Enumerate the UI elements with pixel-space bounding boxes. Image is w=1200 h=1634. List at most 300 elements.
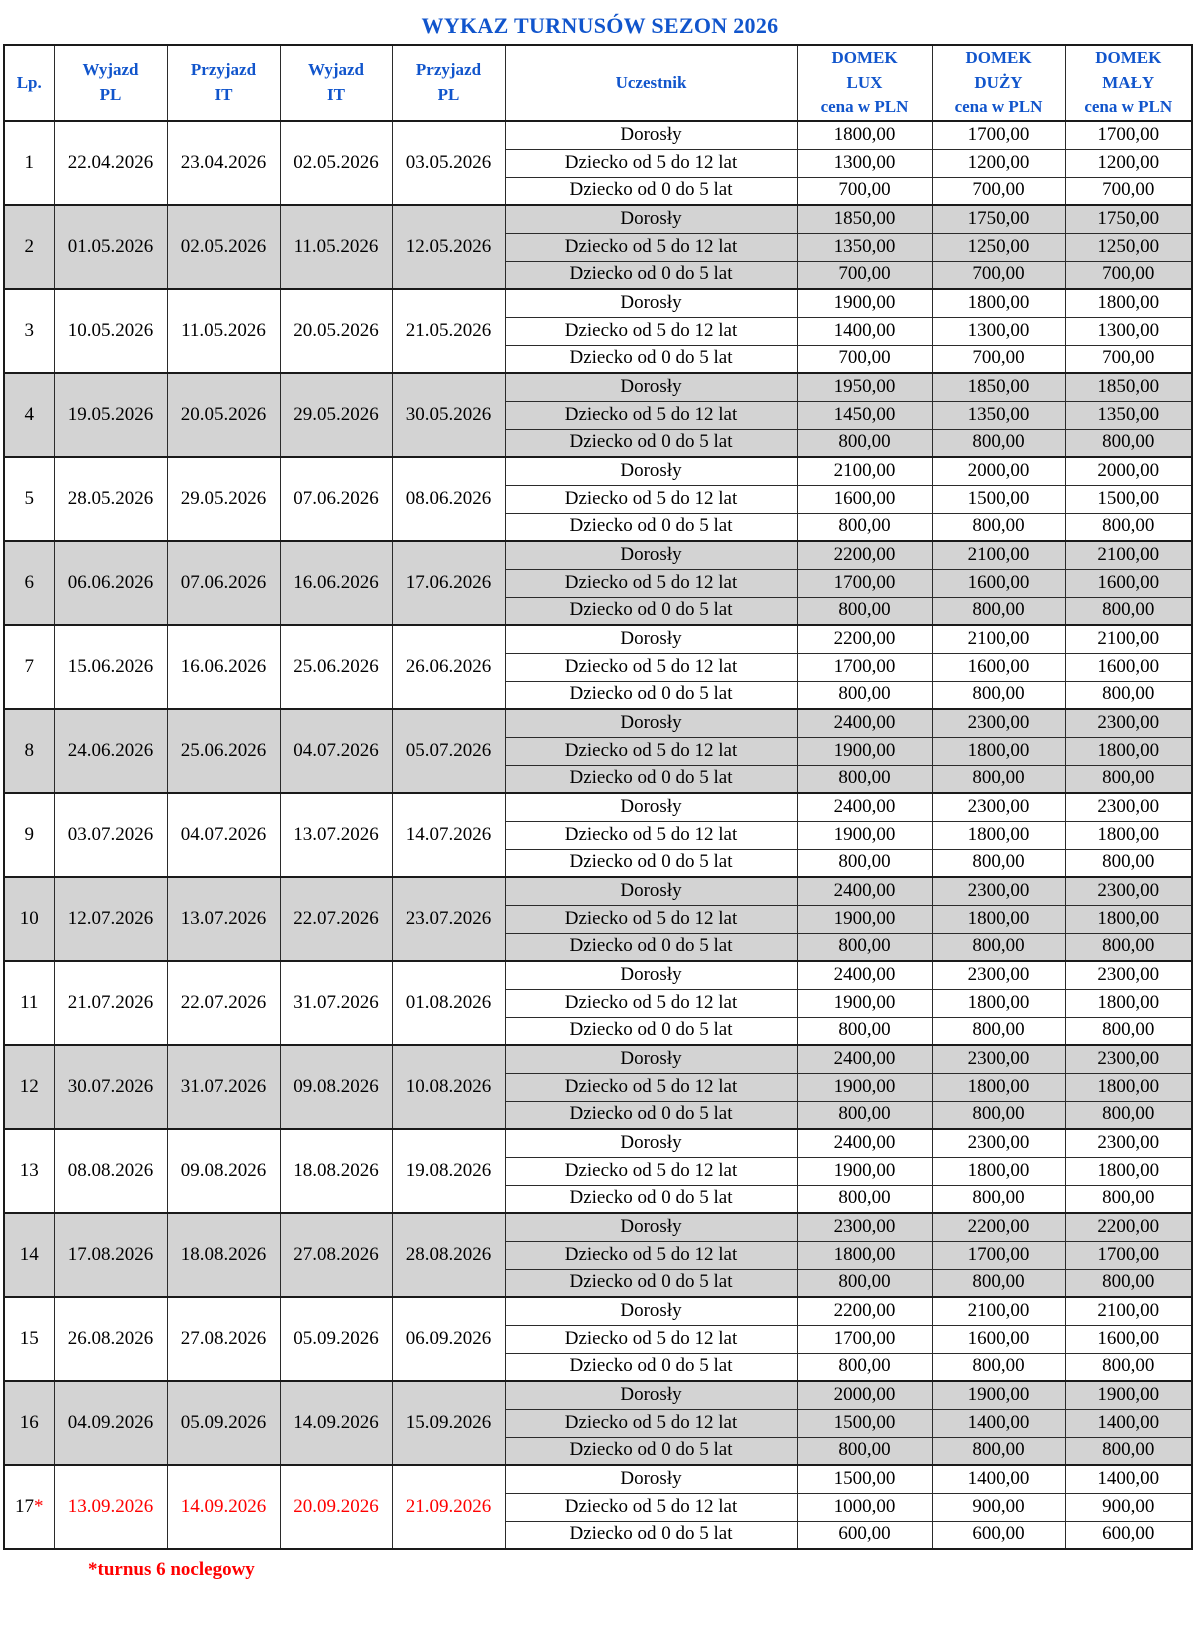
lp-cell: 2 bbox=[4, 205, 54, 289]
turnus-17-subrow bbox=[4, 1465, 1192, 1493]
participant-cell: Dorosły bbox=[505, 1129, 797, 1157]
wyjazd-pl-date-cell: 13.09.2026 bbox=[54, 1465, 167, 1549]
lp-cell: 12 bbox=[4, 1045, 54, 1129]
turnus-4-subrow bbox=[4, 373, 1192, 401]
price-domek-maly-cell: 2300,00 bbox=[1065, 1045, 1192, 1073]
participant-cell: Dorosły bbox=[505, 793, 797, 821]
lp-cell: 1 bbox=[4, 121, 54, 205]
wyjazd-it-date-cell: 14.09.2026 bbox=[280, 1381, 392, 1465]
price-domek-duzy-cell: 1400,00 bbox=[932, 1465, 1065, 1493]
price-domek-maly-cell: 800,00 bbox=[1065, 849, 1192, 877]
price-domek-maly-cell: 800,00 bbox=[1065, 765, 1192, 793]
price-domek-lux-cell: 1800,00 bbox=[797, 1241, 932, 1269]
wyjazd-it-date-cell: 13.07.2026 bbox=[280, 793, 392, 877]
przyjazd-pl-date-cell: 05.07.2026 bbox=[392, 709, 505, 793]
wyjazd-it-date-cell: 18.08.2026 bbox=[280, 1129, 392, 1213]
price-domek-lux-cell: 1850,00 bbox=[797, 205, 932, 233]
price-domek-lux-cell: 2400,00 bbox=[797, 709, 932, 737]
price-domek-duzy-cell: 1600,00 bbox=[932, 653, 1065, 681]
price-domek-maly-cell: 1300,00 bbox=[1065, 317, 1192, 345]
wyjazd-pl-date-cell: 03.07.2026 bbox=[54, 793, 167, 877]
wyjazd-it-date-cell: 02.05.2026 bbox=[280, 121, 392, 205]
participant-cell: Dziecko od 5 do 12 lat bbox=[505, 1493, 797, 1521]
price-domek-duzy-cell: 800,00 bbox=[932, 1353, 1065, 1381]
participant-cell: Dziecko od 0 do 5 lat bbox=[505, 177, 797, 205]
price-domek-maly-cell: 1750,00 bbox=[1065, 205, 1192, 233]
price-domek-lux-cell: 1500,00 bbox=[797, 1409, 932, 1437]
price-domek-lux-cell: 1900,00 bbox=[797, 905, 932, 933]
page-title: WYKAZ TURNUSÓW SEZON 2026 bbox=[421, 13, 779, 38]
price-domek-maly-cell: 800,00 bbox=[1065, 933, 1192, 961]
przyjazd-it-date-cell: 11.05.2026 bbox=[167, 289, 280, 373]
price-domek-lux-cell: 2200,00 bbox=[797, 1297, 932, 1325]
col-header-wyjazd-pl: Wyjazd PL bbox=[54, 45, 167, 121]
price-domek-maly-cell: 800,00 bbox=[1065, 1437, 1192, 1465]
price-domek-lux-cell: 800,00 bbox=[797, 513, 932, 541]
przyjazd-it-date-cell: 13.07.2026 bbox=[167, 877, 280, 961]
price-domek-duzy-cell: 800,00 bbox=[932, 513, 1065, 541]
price-domek-lux-cell: 700,00 bbox=[797, 345, 932, 373]
price-domek-maly-cell: 2000,00 bbox=[1065, 457, 1192, 485]
price-domek-maly-cell: 800,00 bbox=[1065, 429, 1192, 457]
participant-cell: Dorosły bbox=[505, 1465, 797, 1493]
price-domek-duzy-cell: 1850,00 bbox=[932, 373, 1065, 401]
participant-cell: Dorosły bbox=[505, 961, 797, 989]
przyjazd-pl-date-cell: 28.08.2026 bbox=[392, 1213, 505, 1297]
turnus-5-subrow bbox=[4, 457, 1192, 485]
lp-cell: 5 bbox=[4, 457, 54, 541]
price-domek-maly-cell: 700,00 bbox=[1065, 345, 1192, 373]
przyjazd-it-date-cell: 16.06.2026 bbox=[167, 625, 280, 709]
lp-cell: 9 bbox=[4, 793, 54, 877]
participant-cell: Dorosły bbox=[505, 1213, 797, 1241]
price-domek-lux-cell: 2400,00 bbox=[797, 1045, 932, 1073]
price-domek-duzy-cell: 1800,00 bbox=[932, 821, 1065, 849]
przyjazd-it-date-cell: 29.05.2026 bbox=[167, 457, 280, 541]
price-domek-maly-cell: 1500,00 bbox=[1065, 485, 1192, 513]
price-domek-lux-cell: 1300,00 bbox=[797, 149, 932, 177]
price-domek-maly-cell: 800,00 bbox=[1065, 681, 1192, 709]
wyjazd-pl-date-cell: 26.08.2026 bbox=[54, 1297, 167, 1381]
wyjazd-pl-date-cell: 01.05.2026 bbox=[54, 205, 167, 289]
price-domek-duzy-cell: 1700,00 bbox=[932, 1241, 1065, 1269]
przyjazd-pl-date-cell: 15.09.2026 bbox=[392, 1381, 505, 1465]
participant-cell: Dziecko od 5 do 12 lat bbox=[505, 485, 797, 513]
price-domek-duzy-cell: 1800,00 bbox=[932, 989, 1065, 1017]
price-domek-lux-cell: 1900,00 bbox=[797, 821, 932, 849]
participant-cell: Dorosły bbox=[505, 289, 797, 317]
price-domek-lux-cell: 1600,00 bbox=[797, 485, 932, 513]
price-domek-duzy-cell: 800,00 bbox=[932, 1269, 1065, 1297]
price-domek-duzy-cell: 1900,00 bbox=[932, 1381, 1065, 1409]
price-domek-duzy-cell: 800,00 bbox=[932, 765, 1065, 793]
participant-cell: Dorosły bbox=[505, 457, 797, 485]
lp-cell: 6 bbox=[4, 541, 54, 625]
price-domek-lux-cell: 1950,00 bbox=[797, 373, 932, 401]
price-domek-lux-cell: 800,00 bbox=[797, 1185, 932, 1213]
lp-cell: 4 bbox=[4, 373, 54, 457]
price-domek-maly-cell: 800,00 bbox=[1065, 1353, 1192, 1381]
price-domek-duzy-cell: 2300,00 bbox=[932, 793, 1065, 821]
price-domek-duzy-cell: 800,00 bbox=[932, 681, 1065, 709]
price-domek-maly-cell: 600,00 bbox=[1065, 1521, 1192, 1549]
lp-cell: 10 bbox=[4, 877, 54, 961]
przyjazd-it-date-cell: 04.07.2026 bbox=[167, 793, 280, 877]
price-domek-lux-cell: 1900,00 bbox=[797, 1073, 932, 1101]
price-domek-duzy-cell: 1200,00 bbox=[932, 149, 1065, 177]
przyjazd-it-date-cell: 18.08.2026 bbox=[167, 1213, 280, 1297]
price-domek-maly-cell: 1800,00 bbox=[1065, 737, 1192, 765]
lp-cell: 3 bbox=[4, 289, 54, 373]
price-domek-maly-cell: 800,00 bbox=[1065, 1185, 1192, 1213]
price-domek-duzy-cell: 700,00 bbox=[932, 345, 1065, 373]
price-domek-duzy-cell: 1800,00 bbox=[932, 289, 1065, 317]
price-domek-duzy-cell: 1600,00 bbox=[932, 1325, 1065, 1353]
price-domek-lux-cell: 700,00 bbox=[797, 177, 932, 205]
participant-cell: Dziecko od 5 do 12 lat bbox=[505, 989, 797, 1017]
przyjazd-it-date-cell: 25.06.2026 bbox=[167, 709, 280, 793]
price-domek-duzy-cell: 2300,00 bbox=[932, 961, 1065, 989]
przyjazd-pl-date-cell: 30.05.2026 bbox=[392, 373, 505, 457]
price-domek-lux-cell: 1700,00 bbox=[797, 1325, 932, 1353]
participant-cell: Dorosły bbox=[505, 1297, 797, 1325]
przyjazd-pl-date-cell: 01.08.2026 bbox=[392, 961, 505, 1045]
participant-cell: Dziecko od 0 do 5 lat bbox=[505, 513, 797, 541]
turnus-11-subrow bbox=[4, 961, 1192, 989]
participant-cell: Dziecko od 5 do 12 lat bbox=[505, 149, 797, 177]
price-domek-maly-cell: 1250,00 bbox=[1065, 233, 1192, 261]
price-domek-maly-cell: 1800,00 bbox=[1065, 289, 1192, 317]
header-row bbox=[4, 45, 1192, 121]
price-domek-duzy-cell: 700,00 bbox=[932, 261, 1065, 289]
wyjazd-it-date-cell: 20.09.2026 bbox=[280, 1465, 392, 1549]
turnus-10-subrow bbox=[4, 877, 1192, 905]
price-domek-lux-cell: 800,00 bbox=[797, 597, 932, 625]
price-domek-duzy-cell: 2100,00 bbox=[932, 541, 1065, 569]
price-domek-maly-cell: 2300,00 bbox=[1065, 1129, 1192, 1157]
przyjazd-it-date-cell: 09.08.2026 bbox=[167, 1129, 280, 1213]
price-domek-maly-cell: 800,00 bbox=[1065, 513, 1192, 541]
price-domek-maly-cell: 2300,00 bbox=[1065, 709, 1192, 737]
turnus-12-subrow bbox=[4, 1045, 1192, 1073]
turnus-16-subrow bbox=[4, 1381, 1192, 1409]
wyjazd-pl-date-cell: 21.07.2026 bbox=[54, 961, 167, 1045]
turnus-6-subrow bbox=[4, 541, 1192, 569]
price-domek-maly-cell: 1700,00 bbox=[1065, 1241, 1192, 1269]
wyjazd-pl-date-cell: 04.09.2026 bbox=[54, 1381, 167, 1465]
price-domek-lux-cell: 800,00 bbox=[797, 681, 932, 709]
price-domek-lux-cell: 600,00 bbox=[797, 1521, 932, 1549]
price-domek-duzy-cell: 2100,00 bbox=[932, 625, 1065, 653]
participant-cell: Dziecko od 5 do 12 lat bbox=[505, 1325, 797, 1353]
price-domek-lux-cell: 1900,00 bbox=[797, 989, 932, 1017]
przyjazd-pl-date-cell: 17.06.2026 bbox=[392, 541, 505, 625]
turnus-7-subrow bbox=[4, 625, 1192, 653]
price-domek-duzy-cell: 2300,00 bbox=[932, 709, 1065, 737]
price-domek-lux-cell: 1000,00 bbox=[797, 1493, 932, 1521]
price-domek-duzy-cell: 1800,00 bbox=[932, 1157, 1065, 1185]
participant-cell: Dziecko od 5 do 12 lat bbox=[505, 905, 797, 933]
price-domek-duzy-cell: 800,00 bbox=[932, 933, 1065, 961]
participant-cell: Dorosły bbox=[505, 625, 797, 653]
turnus-1-subrow bbox=[4, 121, 1192, 149]
price-domek-maly-cell: 1800,00 bbox=[1065, 989, 1192, 1017]
price-domek-maly-cell: 700,00 bbox=[1065, 177, 1192, 205]
price-domek-duzy-cell: 700,00 bbox=[932, 177, 1065, 205]
participant-cell: Dziecko od 5 do 12 lat bbox=[505, 1241, 797, 1269]
participant-cell: Dorosły bbox=[505, 1045, 797, 1073]
wyjazd-pl-date-cell: 08.08.2026 bbox=[54, 1129, 167, 1213]
turnusy-price-table bbox=[3, 44, 1193, 1550]
wyjazd-pl-date-cell: 19.05.2026 bbox=[54, 373, 167, 457]
lp-cell: 7 bbox=[4, 625, 54, 709]
participant-cell: Dziecko od 5 do 12 lat bbox=[505, 737, 797, 765]
price-domek-duzy-cell: 1800,00 bbox=[932, 737, 1065, 765]
wyjazd-it-date-cell: 04.07.2026 bbox=[280, 709, 392, 793]
lp-cell: 14 bbox=[4, 1213, 54, 1297]
price-domek-duzy-cell: 2100,00 bbox=[932, 1297, 1065, 1325]
col-header-przyjazd-it: Przyjazd IT bbox=[167, 45, 280, 121]
price-domek-lux-cell: 1900,00 bbox=[797, 1157, 932, 1185]
price-domek-lux-cell: 1500,00 bbox=[797, 1465, 932, 1493]
price-domek-lux-cell: 1450,00 bbox=[797, 401, 932, 429]
wyjazd-pl-date-cell: 30.07.2026 bbox=[54, 1045, 167, 1129]
przyjazd-it-date-cell: 02.05.2026 bbox=[167, 205, 280, 289]
participant-cell: Dziecko od 5 do 12 lat bbox=[505, 1409, 797, 1437]
participant-cell: Dziecko od 0 do 5 lat bbox=[505, 849, 797, 877]
price-domek-lux-cell: 800,00 bbox=[797, 1017, 932, 1045]
footnote-asterisk: * bbox=[34, 1495, 44, 1517]
participant-cell: Dziecko od 0 do 5 lat bbox=[505, 1353, 797, 1381]
price-domek-maly-cell: 2300,00 bbox=[1065, 961, 1192, 989]
price-domek-duzy-cell: 1300,00 bbox=[932, 317, 1065, 345]
col-header-lp: Lp. bbox=[4, 45, 54, 121]
wyjazd-pl-date-cell: 06.06.2026 bbox=[54, 541, 167, 625]
przyjazd-it-date-cell: 05.09.2026 bbox=[167, 1381, 280, 1465]
przyjazd-pl-date-cell: 10.08.2026 bbox=[392, 1045, 505, 1129]
price-domek-maly-cell: 1850,00 bbox=[1065, 373, 1192, 401]
wyjazd-it-date-cell: 31.07.2026 bbox=[280, 961, 392, 1045]
przyjazd-pl-date-cell: 21.09.2026 bbox=[392, 1465, 505, 1549]
wyjazd-it-date-cell: 22.07.2026 bbox=[280, 877, 392, 961]
przyjazd-it-date-cell: 22.07.2026 bbox=[167, 961, 280, 1045]
participant-cell: Dziecko od 0 do 5 lat bbox=[505, 1521, 797, 1549]
price-domek-maly-cell: 1400,00 bbox=[1065, 1465, 1192, 1493]
przyjazd-it-date-cell: 20.05.2026 bbox=[167, 373, 280, 457]
wyjazd-pl-date-cell: 15.06.2026 bbox=[54, 625, 167, 709]
przyjazd-pl-date-cell: 26.06.2026 bbox=[392, 625, 505, 709]
price-domek-lux-cell: 700,00 bbox=[797, 261, 932, 289]
price-domek-lux-cell: 1350,00 bbox=[797, 233, 932, 261]
price-domek-lux-cell: 1400,00 bbox=[797, 317, 932, 345]
price-domek-duzy-cell: 1800,00 bbox=[932, 1073, 1065, 1101]
price-domek-lux-cell: 2300,00 bbox=[797, 1213, 932, 1241]
przyjazd-it-date-cell: 07.06.2026 bbox=[167, 541, 280, 625]
participant-cell: Dziecko od 5 do 12 lat bbox=[505, 821, 797, 849]
participant-cell: Dziecko od 0 do 5 lat bbox=[505, 933, 797, 961]
price-domek-lux-cell: 800,00 bbox=[797, 1437, 932, 1465]
participant-cell: Dziecko od 0 do 5 lat bbox=[505, 429, 797, 457]
participant-cell: Dziecko od 5 do 12 lat bbox=[505, 1157, 797, 1185]
wyjazd-pl-date-cell: 28.05.2026 bbox=[54, 457, 167, 541]
price-domek-maly-cell: 2300,00 bbox=[1065, 877, 1192, 905]
wyjazd-it-date-cell: 20.05.2026 bbox=[280, 289, 392, 373]
price-domek-maly-cell: 1800,00 bbox=[1065, 821, 1192, 849]
przyjazd-pl-date-cell: 19.08.2026 bbox=[392, 1129, 505, 1213]
participant-cell: Dziecko od 5 do 12 lat bbox=[505, 317, 797, 345]
price-domek-maly-cell: 1600,00 bbox=[1065, 653, 1192, 681]
price-domek-duzy-cell: 2300,00 bbox=[932, 1129, 1065, 1157]
price-domek-maly-cell: 800,00 bbox=[1065, 1269, 1192, 1297]
participant-cell: Dorosły bbox=[505, 541, 797, 569]
price-domek-lux-cell: 800,00 bbox=[797, 1101, 932, 1129]
price-domek-lux-cell: 2100,00 bbox=[797, 457, 932, 485]
price-domek-duzy-cell: 800,00 bbox=[932, 1017, 1065, 1045]
price-domek-duzy-cell: 2200,00 bbox=[932, 1213, 1065, 1241]
price-domek-maly-cell: 800,00 bbox=[1065, 597, 1192, 625]
col-header-domek-lux: DOMEK LUX cena w PLN bbox=[797, 45, 932, 121]
turnus-15-subrow bbox=[4, 1297, 1192, 1325]
price-domek-lux-cell: 2200,00 bbox=[797, 625, 932, 653]
table-head bbox=[4, 45, 1192, 121]
participant-cell: Dorosły bbox=[505, 1381, 797, 1409]
price-domek-duzy-cell: 1600,00 bbox=[932, 569, 1065, 597]
participant-cell: Dziecko od 5 do 12 lat bbox=[505, 233, 797, 261]
col-header-domek-duzy: DOMEK DUŻY cena w PLN bbox=[932, 45, 1065, 121]
wyjazd-it-date-cell: 11.05.2026 bbox=[280, 205, 392, 289]
przyjazd-pl-date-cell: 08.06.2026 bbox=[392, 457, 505, 541]
price-domek-maly-cell: 1400,00 bbox=[1065, 1409, 1192, 1437]
price-domek-lux-cell: 2400,00 bbox=[797, 961, 932, 989]
price-domek-maly-cell: 2100,00 bbox=[1065, 1297, 1192, 1325]
price-domek-lux-cell: 800,00 bbox=[797, 849, 932, 877]
participant-cell: Dorosły bbox=[505, 709, 797, 737]
wyjazd-it-date-cell: 25.06.2026 bbox=[280, 625, 392, 709]
turnus-9-subrow bbox=[4, 793, 1192, 821]
price-domek-lux-cell: 2400,00 bbox=[797, 793, 932, 821]
participant-cell: Dziecko od 5 do 12 lat bbox=[505, 401, 797, 429]
lp-cell: 11 bbox=[4, 961, 54, 1045]
wyjazd-it-date-cell: 16.06.2026 bbox=[280, 541, 392, 625]
participant-cell: Dziecko od 0 do 5 lat bbox=[505, 1185, 797, 1213]
participant-cell: Dziecko od 0 do 5 lat bbox=[505, 345, 797, 373]
price-domek-duzy-cell: 800,00 bbox=[932, 1437, 1065, 1465]
price-domek-duzy-cell: 800,00 bbox=[932, 1185, 1065, 1213]
price-domek-duzy-cell: 800,00 bbox=[932, 1101, 1065, 1129]
price-domek-maly-cell: 1600,00 bbox=[1065, 569, 1192, 597]
participant-cell: Dziecko od 0 do 5 lat bbox=[505, 1101, 797, 1129]
price-domek-lux-cell: 800,00 bbox=[797, 1353, 932, 1381]
price-domek-maly-cell: 2300,00 bbox=[1065, 793, 1192, 821]
wyjazd-it-date-cell: 09.08.2026 bbox=[280, 1045, 392, 1129]
col-header-domek-maly: DOMEK MAŁY cena w PLN bbox=[1065, 45, 1192, 121]
lp-cell: 8 bbox=[4, 709, 54, 793]
participant-cell: Dorosły bbox=[505, 373, 797, 401]
footnote: *turnus 6 noclegowy bbox=[88, 1559, 255, 1580]
price-domek-duzy-cell: 1700,00 bbox=[932, 121, 1065, 149]
wyjazd-it-date-cell: 29.05.2026 bbox=[280, 373, 392, 457]
lp-cell: 17* bbox=[4, 1465, 54, 1549]
price-domek-duzy-cell: 1350,00 bbox=[932, 401, 1065, 429]
price-domek-duzy-cell: 2000,00 bbox=[932, 457, 1065, 485]
przyjazd-pl-date-cell: 03.05.2026 bbox=[392, 121, 505, 205]
table-body bbox=[4, 121, 1192, 1549]
price-domek-maly-cell: 1800,00 bbox=[1065, 905, 1192, 933]
price-domek-maly-cell: 2100,00 bbox=[1065, 625, 1192, 653]
lp-cell: 15 bbox=[4, 1297, 54, 1381]
przyjazd-it-date-cell: 31.07.2026 bbox=[167, 1045, 280, 1129]
price-domek-lux-cell: 1700,00 bbox=[797, 653, 932, 681]
turnus-14-subrow bbox=[4, 1213, 1192, 1241]
price-domek-duzy-cell: 1750,00 bbox=[932, 205, 1065, 233]
price-domek-duzy-cell: 800,00 bbox=[932, 429, 1065, 457]
price-domek-maly-cell: 1900,00 bbox=[1065, 1381, 1192, 1409]
price-domek-duzy-cell: 1800,00 bbox=[932, 905, 1065, 933]
price-domek-lux-cell: 800,00 bbox=[797, 933, 932, 961]
participant-cell: Dorosły bbox=[505, 877, 797, 905]
participant-cell: Dorosły bbox=[505, 121, 797, 149]
price-domek-duzy-cell: 1250,00 bbox=[932, 233, 1065, 261]
price-domek-lux-cell: 2000,00 bbox=[797, 1381, 932, 1409]
price-domek-duzy-cell: 900,00 bbox=[932, 1493, 1065, 1521]
przyjazd-pl-date-cell: 06.09.2026 bbox=[392, 1297, 505, 1381]
price-domek-duzy-cell: 1500,00 bbox=[932, 485, 1065, 513]
przyjazd-pl-date-cell: 23.07.2026 bbox=[392, 877, 505, 961]
turnus-8-subrow bbox=[4, 709, 1192, 737]
wyjazd-pl-date-cell: 10.05.2026 bbox=[54, 289, 167, 373]
participant-cell: Dziecko od 0 do 5 lat bbox=[505, 261, 797, 289]
lp-cell: 13 bbox=[4, 1129, 54, 1213]
price-domek-lux-cell: 800,00 bbox=[797, 1269, 932, 1297]
participant-cell: Dziecko od 5 do 12 lat bbox=[505, 653, 797, 681]
price-domek-maly-cell: 700,00 bbox=[1065, 261, 1192, 289]
price-domek-maly-cell: 1800,00 bbox=[1065, 1157, 1192, 1185]
price-domek-maly-cell: 1700,00 bbox=[1065, 121, 1192, 149]
participant-cell: Dziecko od 0 do 5 lat bbox=[505, 1017, 797, 1045]
participant-cell: Dziecko od 5 do 12 lat bbox=[505, 1073, 797, 1101]
wyjazd-it-date-cell: 07.06.2026 bbox=[280, 457, 392, 541]
przyjazd-pl-date-cell: 21.05.2026 bbox=[392, 289, 505, 373]
przyjazd-pl-date-cell: 14.07.2026 bbox=[392, 793, 505, 877]
price-domek-duzy-cell: 800,00 bbox=[932, 597, 1065, 625]
col-header-przyjazd-pl: Przyjazd PL bbox=[392, 45, 505, 121]
price-domek-maly-cell: 800,00 bbox=[1065, 1101, 1192, 1129]
price-domek-duzy-cell: 600,00 bbox=[932, 1521, 1065, 1549]
wyjazd-it-date-cell: 27.08.2026 bbox=[280, 1213, 392, 1297]
price-domek-lux-cell: 2400,00 bbox=[797, 1129, 932, 1157]
price-domek-lux-cell: 1800,00 bbox=[797, 121, 932, 149]
wyjazd-pl-date-cell: 17.08.2026 bbox=[54, 1213, 167, 1297]
price-domek-duzy-cell: 1400,00 bbox=[932, 1409, 1065, 1437]
price-domek-duzy-cell: 2300,00 bbox=[932, 877, 1065, 905]
turnus-3-subrow bbox=[4, 289, 1192, 317]
participant-cell: Dorosły bbox=[505, 205, 797, 233]
participant-cell: Dziecko od 0 do 5 lat bbox=[505, 597, 797, 625]
price-domek-lux-cell: 1900,00 bbox=[797, 737, 932, 765]
price-domek-lux-cell: 2400,00 bbox=[797, 877, 932, 905]
przyjazd-it-date-cell: 27.08.2026 bbox=[167, 1297, 280, 1381]
wyjazd-it-date-cell: 05.09.2026 bbox=[280, 1297, 392, 1381]
przyjazd-it-date-cell: 23.04.2026 bbox=[167, 121, 280, 205]
przyjazd-pl-date-cell: 12.05.2026 bbox=[392, 205, 505, 289]
price-domek-maly-cell: 900,00 bbox=[1065, 1493, 1192, 1521]
participant-cell: Dziecko od 0 do 5 lat bbox=[505, 1269, 797, 1297]
price-domek-maly-cell: 1600,00 bbox=[1065, 1325, 1192, 1353]
participant-cell: Dziecko od 0 do 5 lat bbox=[505, 765, 797, 793]
price-domek-lux-cell: 1700,00 bbox=[797, 569, 932, 597]
col-header-wyjazd-it: Wyjazd IT bbox=[280, 45, 392, 121]
price-domek-duzy-cell: 800,00 bbox=[932, 849, 1065, 877]
